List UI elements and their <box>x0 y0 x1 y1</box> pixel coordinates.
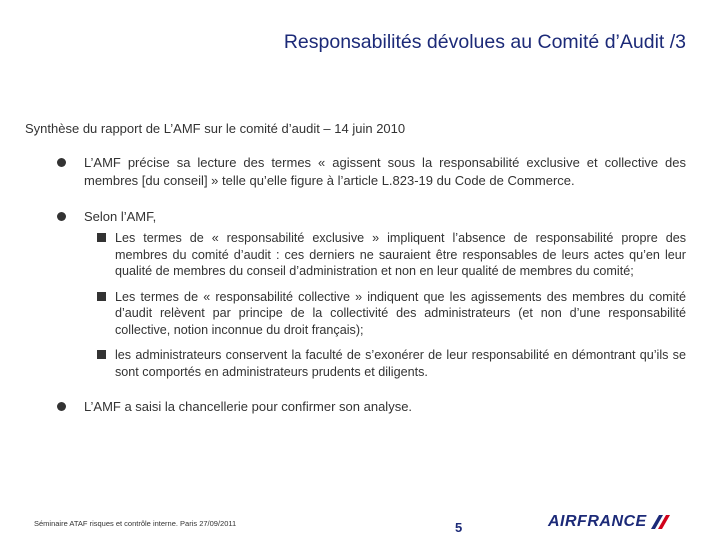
bullet-text: Selon l’AMF, <box>84 209 157 224</box>
logo-wordmark: AIRFRANCE <box>548 513 647 530</box>
bullet-list <box>56 154 686 416</box>
bullet-item <box>56 208 686 380</box>
square-bullet-icon <box>97 292 106 301</box>
page-number: 5 <box>455 520 463 535</box>
square-bullet-icon <box>97 350 106 359</box>
bullet-item <box>56 154 686 190</box>
round-bullet-icon <box>57 158 66 167</box>
square-bullet-icon <box>97 233 106 242</box>
page-title: Responsabilités dévolues au Comité d’Audit /3 <box>283 31 686 53</box>
sub-bullet-text: Les termes de « responsabilité exclusive » impliquent l’absence de responsabilité propre des membres du comité d’audit : ces derniers ne sauraient être responsables de leurs actes qu’en leur qualité de membres du conseil d’administration et non en leur qualité de membres du comité; <box>115 231 686 278</box>
round-bullet-icon <box>57 212 66 221</box>
sub-bullet-item <box>84 347 686 380</box>
bullet-item <box>56 398 686 416</box>
subtitle: Synthèse du rapport de L’AMF sur le comité d’audit – 14 juin 2010 <box>25 121 406 136</box>
sub-bullet-list <box>84 230 686 380</box>
footer-caption: Séminaire ATAF risques et contrôle interne. Paris 27/09/2011 <box>34 519 237 528</box>
sub-bullet-item <box>84 289 686 339</box>
bullet-text: L’AMF a saisi la chancellerie pour confirmer son analyse. <box>84 399 413 414</box>
airfrance-logo <box>548 513 677 531</box>
sub-bullet-text: les administrateurs conservent la faculté de s’exonérer de leur responsabilité en démontrant qu’ils se sont comportés en administrateurs prudents et diligents. <box>115 348 686 379</box>
round-bullet-icon <box>57 402 66 411</box>
sub-bullet-text: Les termes de « responsabilité collective » indiquent que les agissements des membres du comité d’audit relèvent par principe de la collectivité des administrateurs (et non d’une responsabilité collective, notion inconnue du droit français); <box>115 289 686 337</box>
sub-bullet-item <box>84 230 686 280</box>
bullet-text: L’AMF précise sa lecture des termes « agissent sous la responsabilité exclusive et collective des membres [du conseil] » telle qu’elle figure à l’article L.823-19 du Code de Commerce. <box>84 155 686 188</box>
logo-stripes-icon <box>647 513 677 531</box>
